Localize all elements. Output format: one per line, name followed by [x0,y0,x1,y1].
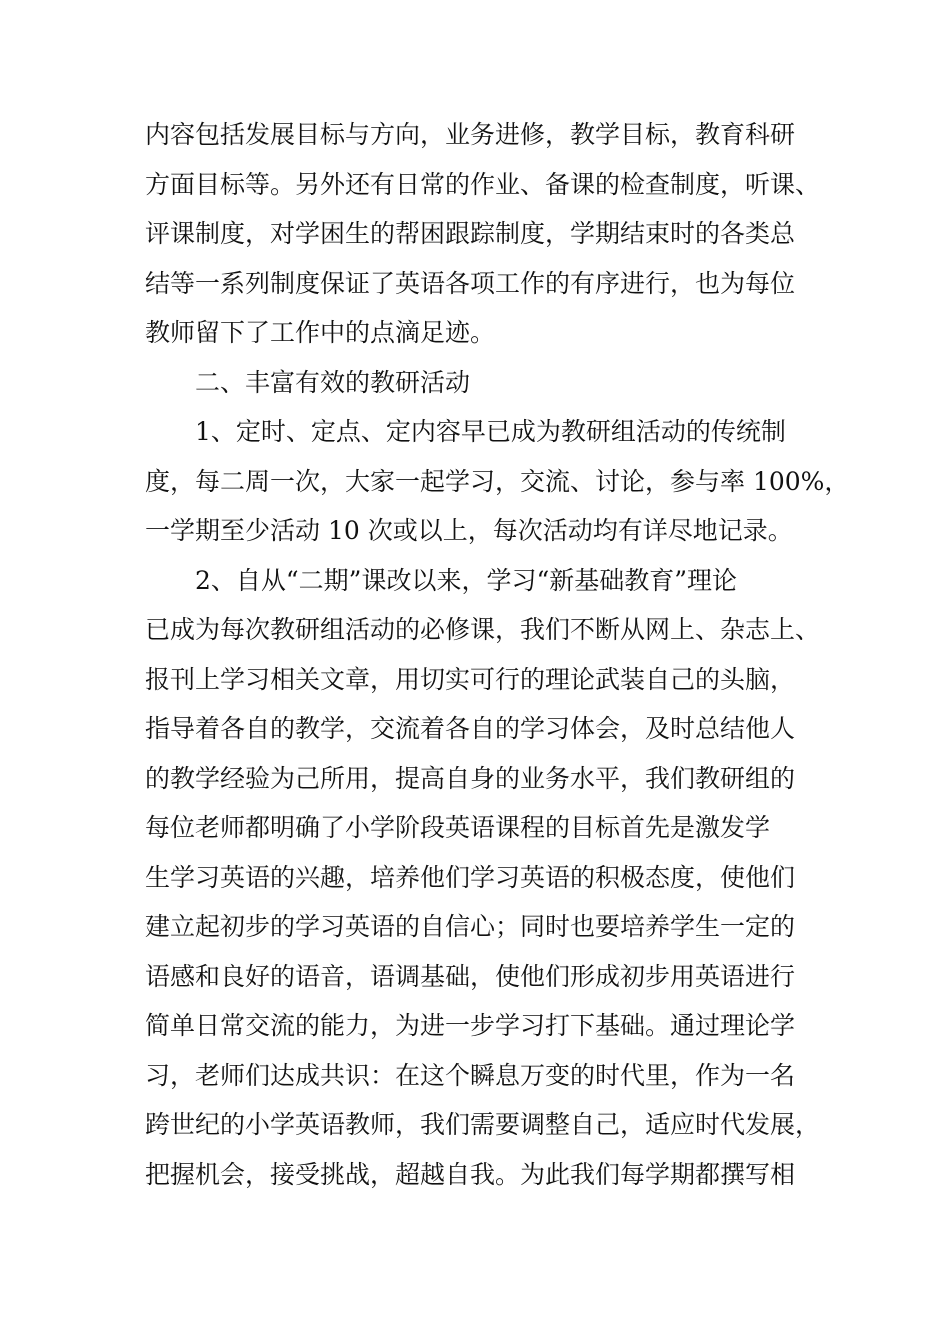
text-line: 生学习英语的兴趣，培养他们学习英语的积极态度，使他们 [145,862,796,892]
text-line: 的教学经验为己所用，提高自身的业务水平，我们教研组的 [145,763,796,793]
text-line: 方面目标等。另外还有日常的作业、备课的检查制度，听课、 [145,169,821,199]
text-line: 简单日常交流的能力，为进一步学习打下基础。通过理论学 [145,1011,796,1040]
paragraph-start-line: 1、定时、定点、定内容早已成为教研组活动的传统制 [195,417,786,446]
text-line: 建立起初步的学习英语的自信心；同时也要培养学生一定的 [145,912,796,941]
text-line: 每位老师都明确了小学阶段英语课程的目标首先是激发学 [145,813,771,842]
text-line: 把握机会，接受挑战，超越自我。为此我们每学期都撰写相 [145,1159,796,1189]
text-line: 习，老师们达成共识：在这个瞬息万变的时代里，作为一名 [145,1060,796,1090]
section-heading: 二、丰富有效的教研活动 [195,367,471,397]
text-line: 指导着各自的教学，交流着各自的学习体会，及时总结他人 [145,714,796,743]
text-line: 度，每二周一次，大家一起学习，交流、讨论，参与率 100%， [145,466,850,496]
text-line: 报刊上学习相关文章，用切实可行的理论武装自己的头脑， [145,664,796,694]
text-line: 教师留下了工作中的点滴足迹。 [145,318,496,347]
text-line: 一学期至少活动 10 次或以上，每次活动均有详尽地记录。 [145,516,793,545]
text-line: 结等一系列制度保证了英语各项工作的有序进行，也为每位 [145,268,796,298]
text-line: 已成为每次教研组活动的必修课，我们不断从网上、杂志上、 [145,615,821,644]
text-line: 语感和良好的语音，语调基础，使他们形成初步用英语进行 [145,961,796,991]
text-line: 评课制度，对学困生的帮困跟踪制度，学期结束时的各类总 [145,219,796,248]
text-line: 跨世纪的小学英语教师，我们需要调整自己，适应时代发展， [145,1110,821,1139]
text-line: 内容包括发展目标与方向，业务进修，教学目标，教育科研 [145,120,796,149]
paragraph-start-line: 2、自从“二期”课改以来，学习“新基础教育”理论 [195,565,738,595]
document-body [145,110,850,1199]
